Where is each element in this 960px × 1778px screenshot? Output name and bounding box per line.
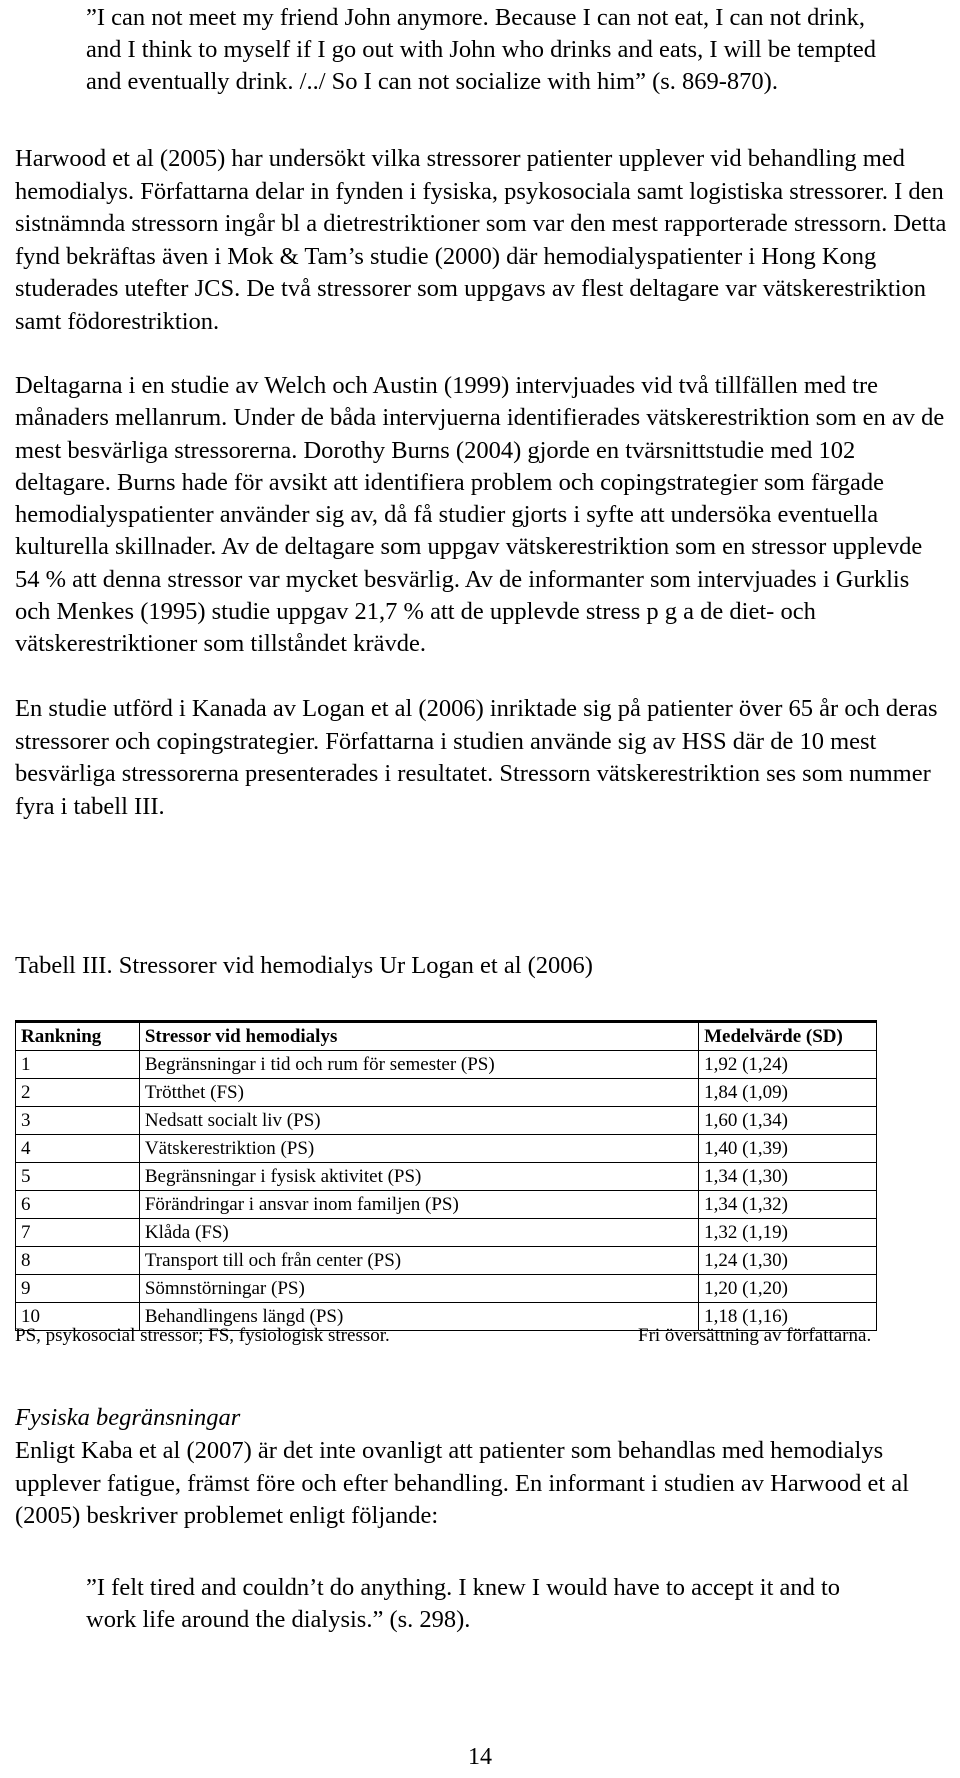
table-row (16, 1275, 877, 1303)
table-header-row (16, 1022, 877, 1051)
cell-rank: 1 (16, 1051, 140, 1079)
cell-rank: 4 (16, 1135, 140, 1163)
cell-rank: 5 (16, 1163, 140, 1191)
cell-stressor: Förändringar i ansvar inom familjen (PS) (139, 1191, 698, 1219)
cell-stressor: Klåda (FS) (139, 1219, 698, 1247)
cell-mean: 1,34 (1,32) (699, 1191, 877, 1219)
table-footnote-abbreviations: PS, psykosocial stressor; FS, fysiologisk stressor. (15, 1325, 390, 1346)
cell-rank: 9 (16, 1275, 140, 1303)
cell-mean: 1,40 (1,39) (699, 1135, 877, 1163)
cell-stressor: Transport till och från center (PS) (139, 1247, 698, 1275)
cell-stressor: Begränsningar i tid och rum för semester (PS) (139, 1051, 698, 1079)
cell-mean: 1,32 (1,19) (699, 1219, 877, 1247)
header-stressor: Stressor vid hemodialys (139, 1022, 698, 1051)
header-rankning: Rankning (16, 1022, 140, 1051)
table-row (16, 1079, 877, 1107)
cell-stressor: Sömnstörningar (PS) (139, 1275, 698, 1303)
header-medelvarde: Medelvärde (SD) (699, 1022, 877, 1051)
table-caption: Tabell III. Stressorer vid hemodialys Ur Logan et al (2006) (15, 952, 593, 979)
cell-mean: 1,84 (1,09) (699, 1079, 877, 1107)
paragraph-logan: En studie utförd i Kanada av Logan et al (2006) inriktade sig på patienter över 65 år och deras stressorer och copingstrategier. Författarna i studien använde sig av HSS där de 10 mest besvärliga stressorerna presenterades i resultatet. Stressorn vätskerestriktion ses som nummer fyra i tabell III. (15, 695, 938, 820)
cell-mean: 1,60 (1,34) (699, 1107, 877, 1135)
paragraph-harwood: Harwood et al (2005) har undersökt vilka stressorer patienter upplever vid behandling med hemodialys. Författarna delar in fynden i fysiska, psykosociala samt logistiska stressorer. I den sistnämnda stressorn ingår bl a dietrestriktioner som var den mest rapporterade stressorn. Detta fynd bekräftas även i Mok & Tam’s studie (2000) där hemodialyspatienter i Hong Kong studerades utefter JCS. De två stressorer som uppgavs av flest deltagare var vätskerestriktion samt födorestriktion. (15, 145, 947, 335)
table-row (16, 1219, 877, 1247)
cell-rank: 3 (16, 1107, 140, 1135)
paragraph-kaba: Enligt Kaba et al (2007) är det inte ovanligt att patienter som behandlas med hemodialys upplever fatigue, främst före och efter behandling. En informant i studien av Harwood et al (2005) beskriver problemet enligt följande: (15, 1437, 909, 1529)
section-heading: Fysiska begränsningar (15, 1404, 241, 1431)
table-row (16, 1107, 877, 1135)
stressor-table (15, 1020, 877, 1331)
table-row (16, 1247, 877, 1275)
page-number: 14 (468, 1744, 492, 1770)
cell-mean: 1,24 (1,30) (699, 1247, 877, 1275)
cell-stressor: Vätskerestriktion (PS) (139, 1135, 698, 1163)
quote-top: ”I can not meet my friend John anymore. Because I can not eat, I can not drink, and I think to myself if I go out with John who drinks and eats, I will be tempted and eventually drink. /../ So I can not socialize with him” (s. 869-870). (86, 4, 877, 95)
table-footnote-translation: Fri översättning av författarna. (638, 1325, 872, 1346)
cell-stressor: Begränsningar i fysisk aktivitet (PS) (139, 1163, 698, 1191)
table-row (16, 1051, 877, 1079)
cell-mean: 1,20 (1,20) (699, 1275, 877, 1303)
cell-mean: 1,18 (1,16) (699, 1303, 877, 1331)
cell-stressor: Nedsatt socialt liv (PS) (139, 1107, 698, 1135)
cell-stressor: Trötthet (FS) (139, 1079, 698, 1107)
cell-rank: 2 (16, 1079, 140, 1107)
cell-rank: 7 (16, 1219, 140, 1247)
cell-mean: 1,92 (1,24) (699, 1051, 877, 1079)
cell-rank: 8 (16, 1247, 140, 1275)
cell-stressor: Behandlingens längd (PS) (139, 1303, 698, 1331)
paragraph-welch-austin: Deltagarna i en studie av Welch och Austin (1999) intervjuades vid två tillfällen med tre månaders mellanrum. Under de båda intervjuerna identifierades vätskerestriktion som en av de mest besvärliga stressorerna. Dorothy Burns (2004) gjorde en tvärsnittstudie med 102 deltagare. Burns hade för avsikt att identifiera problem och copingstrategier som färgade hemodialyspatienter använder sig av, då få studier gjorts i syfte att undersöka eventuella kulturella skillnader. Av de deltagare som uppgav vätskerestriktion som en stressor upplevde 54 % att denna stressor var mycket besvärlig. Av de informanter som intervjuades i Gurklis och Menkes (1995) studie uppgav 21,7 % att de upplevde stress p g a de diet- och vätskerestriktioner som tillståndet krävde. (15, 372, 945, 658)
cell-rank: 6 (16, 1191, 140, 1219)
table-row (16, 1135, 877, 1163)
table-row (16, 1191, 877, 1219)
cell-mean: 1,34 (1,30) (699, 1163, 877, 1191)
table-row (16, 1163, 877, 1191)
cell-rank: 10 (16, 1303, 140, 1331)
quote-bottom: ”I felt tired and couldn’t do anything. I knew I would have to accept it and to work life around the dialysis.” (s. 298). (86, 1574, 841, 1633)
